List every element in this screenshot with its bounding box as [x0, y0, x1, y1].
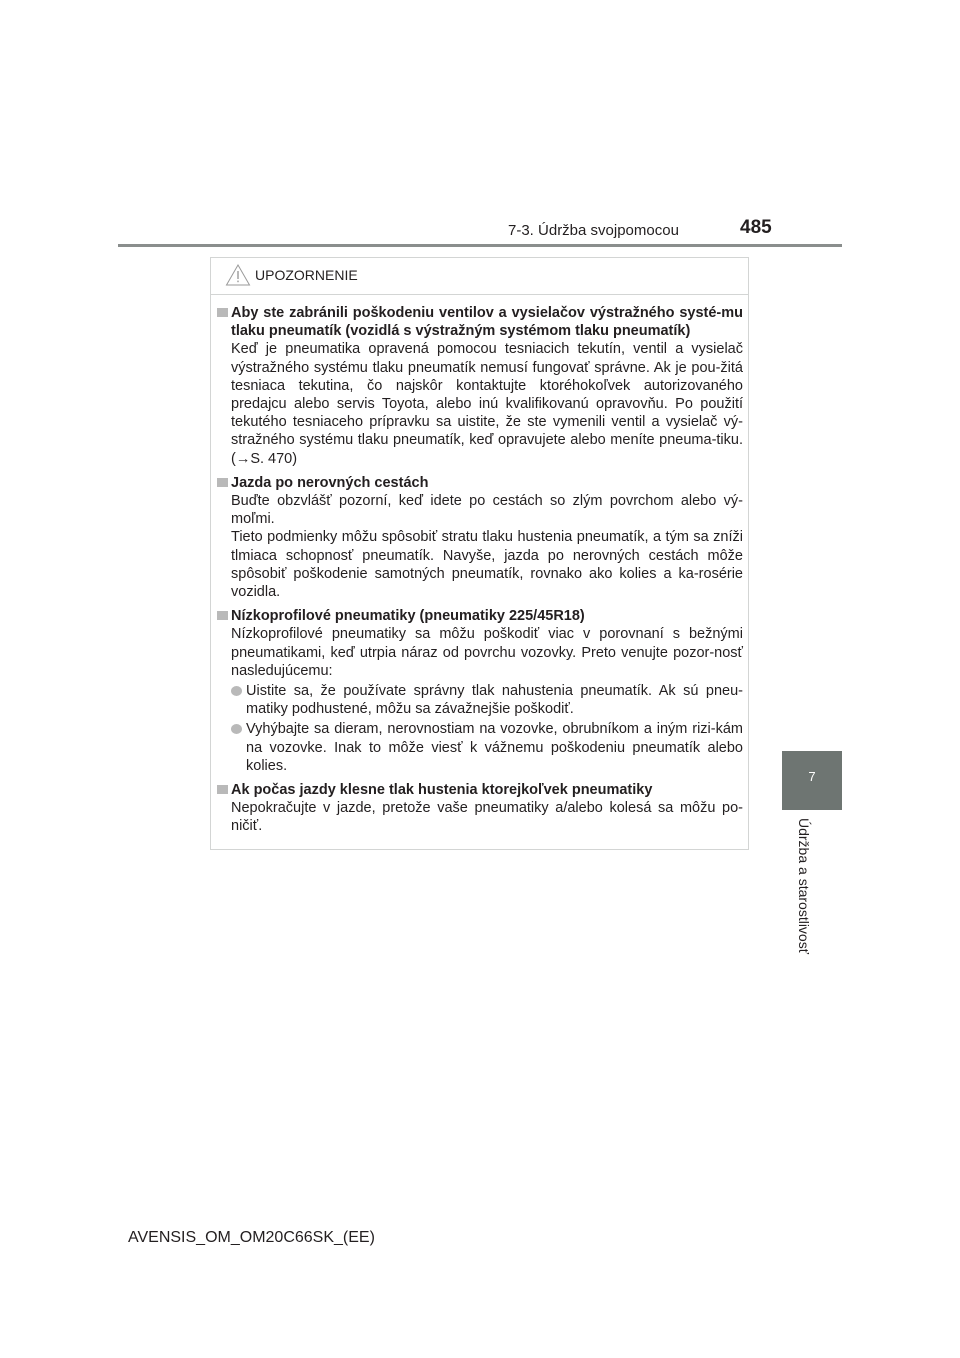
item-heading-text: Nízkoprofilové pneumatiky (pneumatiky 225/45R18): [231, 608, 585, 625]
item-paragraph: Keď je pneumatika opravená pomocou tesniacich tekutín, ventil a vysielač výstražného systému tlaku pneumatík nemusí fungovať správne. Ak je pou-žitá tesniaca tekutina, čo najskôr kontaktujte ktoréhokoľvek autorizovaného predajcu alebo servis Toyota, alebo inú kvalifikovanú opravovňu. Po použití tekutého tesniaceho prípravku sa uistite, že ste vymenili ventil a vysielač vý-stražného systému tlaku pneumatík, keď opravujete alebo meníte pneuma-tiku. (→S. 470): [231, 341, 743, 467]
square-bullet-icon: [217, 478, 228, 487]
warning-body: [217, 298, 743, 836]
item-heading: [217, 474, 743, 492]
warning-item-low-profile-tires: [217, 607, 743, 775]
warning-divider: [211, 294, 748, 295]
item-heading-text: Ak počas jazdy klesne tlak hustenia ktorejkoľvek pneumatiky: [231, 782, 653, 799]
list-item-text: Uistite sa, že používate správny tlak nahustenia pneumatík. Ak sú pneu-matiky podhustené, môžu sa závažnejšie poškodiť.: [246, 683, 743, 718]
warning-item-pressure-drop: [217, 781, 743, 836]
square-bullet-icon: [217, 308, 228, 317]
item-heading: [217, 781, 743, 799]
warning-triangle-icon: [225, 263, 251, 287]
item-paragraph: Nepokračujte v jazde, pretože vaše pneumatiky a/alebo kolesá sa môžu po-ničiť.: [231, 800, 743, 835]
warning-item-valve-damage: [217, 304, 743, 468]
header-rule: [118, 244, 842, 247]
item-paragraph: Nízkoprofilové pneumatiky sa môžu poškodiť viac v porovnaní s bežnými pneumatikami, keď utrpia náraz od povrchu vozovky. Preto venujte pozor-nosť nasledujúcemu:: [231, 626, 743, 679]
square-bullet-icon: [217, 611, 228, 620]
item-paragraph: Tieto podmienky môžu spôsobiť stratu tlaku hustenia pneumatík, a tým sa zníži tlmiaca schopnosť pneumatík. Navyše, jazda po nerovných cestách môže spôsobiť poškodenie samotných pneumatík, rovnako ako kolies a ka-rosérie vozidla.: [231, 529, 743, 601]
circle-bullet-icon: [231, 724, 242, 734]
section-title: 7-3. Údržba svojpomocou: [508, 222, 679, 239]
item-heading: [217, 607, 743, 625]
list-item-text: Vyhýbajte sa dieram, nerovnostiam na vozovke, obrubníkom a iným rizi-kám na vozovke. Inak to môže viesť k vážnemu poškodeniu pneumatík alebo kolies.: [246, 721, 743, 774]
chapter-label: Údržba a starostlivosť: [796, 818, 812, 954]
list-item: [231, 720, 743, 775]
warning-box: [210, 257, 749, 850]
item-heading: [217, 304, 743, 340]
square-bullet-icon: [217, 785, 228, 794]
circle-bullet-icon: [231, 686, 242, 696]
warning-title: UPOZORNENIE: [255, 267, 358, 283]
list-item: [231, 682, 743, 718]
page-number: 485: [740, 217, 772, 238]
chapter-tab: [782, 751, 842, 810]
warning-item-rough-roads: [217, 474, 743, 601]
footer-document-code: AVENSIS_OM_OM20C66SK_(EE): [128, 1229, 375, 1246]
item-heading-text: Jazda po nerovných cestách: [231, 474, 429, 491]
item-paragraph: Buďte obzvlášť pozorní, keď idete po cestách so zlým povrchom alebo vý-moľmi.: [231, 493, 743, 528]
chapter-number: 7: [808, 769, 816, 784]
warning-header: [225, 261, 358, 289]
item-heading-text: Aby ste zabránili poškodeniu ventilov a vysielačov výstražného systé-mu tlaku pneumatík (vozidlá s výstražným systémom tlaku pneumatík): [231, 305, 743, 340]
